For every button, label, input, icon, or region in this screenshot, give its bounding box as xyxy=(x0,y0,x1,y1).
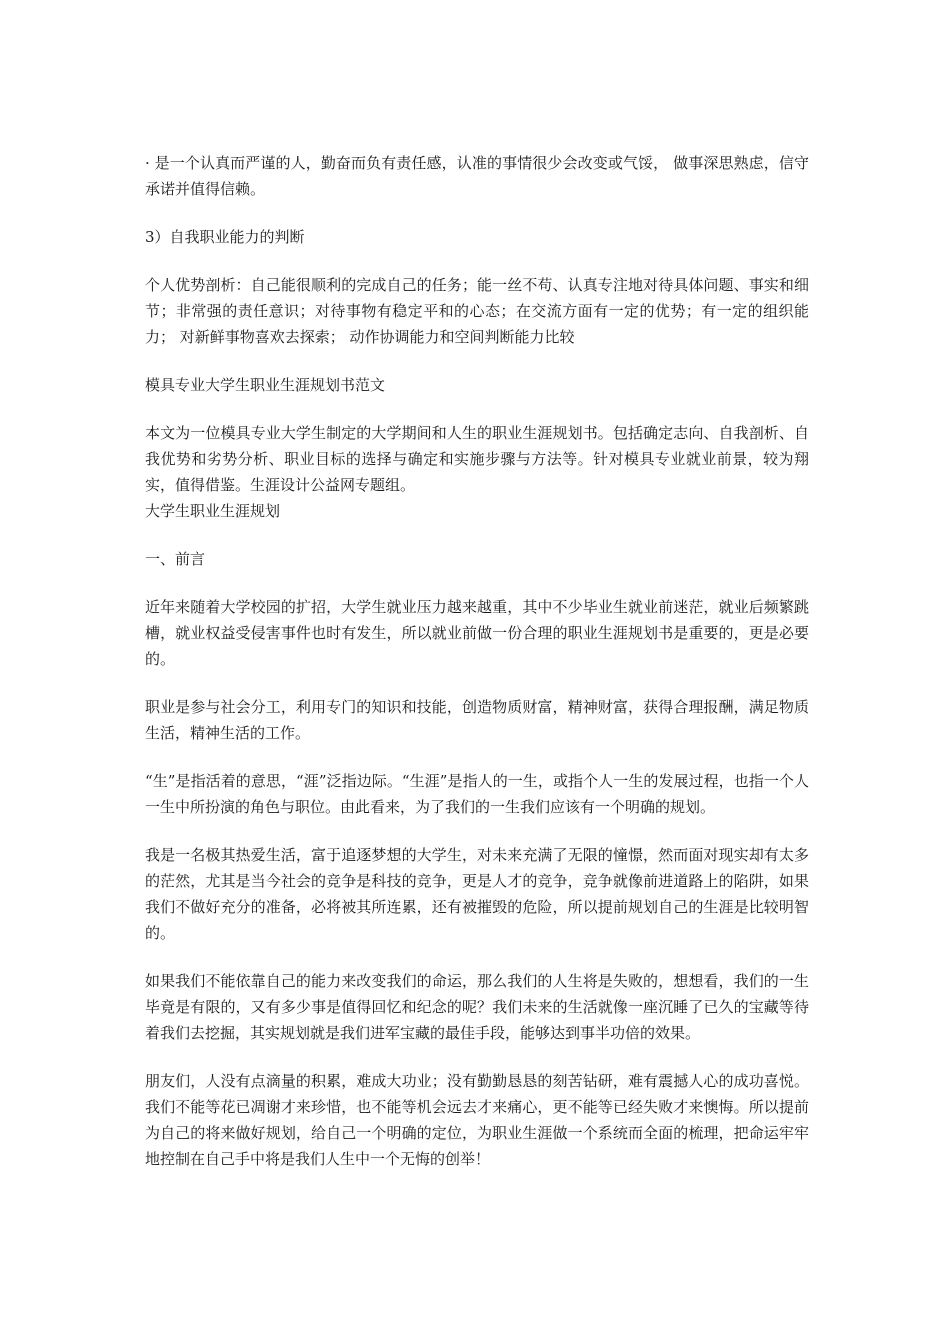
paragraph-traits: · 是一个认真而严谨的人，勤奋而负有责任感，认准的事情很少会改变或气馁， 做事深思熟虑，信守承诺并值得信赖。 xyxy=(145,154,809,198)
paragraph-career-definition: 职业是参与社会分工，利用专门的知识和技能，创造物质财富，精神财富，获得合理报酬，满足物质生活，精神生活的工作。 xyxy=(145,698,809,742)
document-page xyxy=(145,150,809,1172)
paragraph-friends: 朋友们，人没有点滴量的积累，难成大功业；没有勤勤恳恳的刻苦钻研，难有震撼人心的成功喜悦。我们不能等花已凋谢才来珍惜，也不能等机会远去才来痛心，更不能等已经失败才来懊悔。所以提前为自己的将来做好规划，给自己一个明确的定位，为职业生涯做一个系统而全面的梳理，把命运牢牢地控制在自己手中将是我们人生中一个无悔的创举！ xyxy=(145,1072,809,1168)
paragraph-destiny: 如果我们不能依靠自己的能力来改变我们的命运，那么我们的人生将是失败的，想想看，我们的一生毕竟是有限的，又有多少事是值得回忆和纪念的呢？我们未来的生活就像一座沉睡了已久的宝藏等待着我们去挖掘，其实规划就是我们进军宝藏的最佳手段，能够达到事半功倍的效果。 xyxy=(145,972,809,1042)
section-title-plan: 大学生职业生涯规划 xyxy=(145,502,281,520)
paragraph-self-intro: 我是一名极其热爱生活，富于追逐梦想的大学生，对未来充满了无限的憧憬，然而面对现实却有太多的茫然，尤其是当今社会的竞争是科技的竞争，更是人才的竞争，竞争就像前进道路上的陷阱，如果我们不做好充分的准备，必将被其所连累，还有被摧毁的危险，所以提前规划自己的生涯是比较明智的。 xyxy=(145,846,809,942)
paragraph-shengya-definition: “生”是指活着的意思，“涯”泛指边际。“生涯”是指人的一生，或指个人一生的发展过程，也指一个人一生中所扮演的角色与职位。由此看来，为了我们的一生我们应该有一个明确的规划。 xyxy=(145,772,809,816)
article-title: 模具专业大学生职业生涯规划书范文 xyxy=(145,376,386,394)
heading-preface: 一、前言 xyxy=(145,550,206,568)
paragraph-background: 近年来随着大学校园的扩招，大学生就业压力越来越重，其中不少毕业生就业前迷茫，就业后频繁跳槽，就业权益受侵害事件也时有发生，所以就业前做一份合理的职业生涯规划书是重要的，更是必要的。 xyxy=(145,598,809,668)
heading-ability-judgment: 3）自我职业能力的判断 xyxy=(145,228,305,246)
paragraph-strengths: 个人优势剖析：自己能很顺利的完成自己的任务；能一丝不苟、认真专注地对待具体问题、事实和细节；非常强的责任意识；对待事物有稳定平和的心态；在交流方面有一定的优势；有一定的组织能力； 对新鲜事物喜欢去探索； 动作协调能力和空间判断能力比较 xyxy=(145,276,809,346)
paragraph-intro: 本文为一位模具专业大学生制定的大学期间和人生的职业生涯规划书。包括确定志向、自我剖析、自我优势和劣势分析、职业目标的选择与确定和实施步骤与方法等。针对模具专业就业前景，较为翔实，值得借鉴。生涯设计公益网专题组。 xyxy=(145,424,809,494)
